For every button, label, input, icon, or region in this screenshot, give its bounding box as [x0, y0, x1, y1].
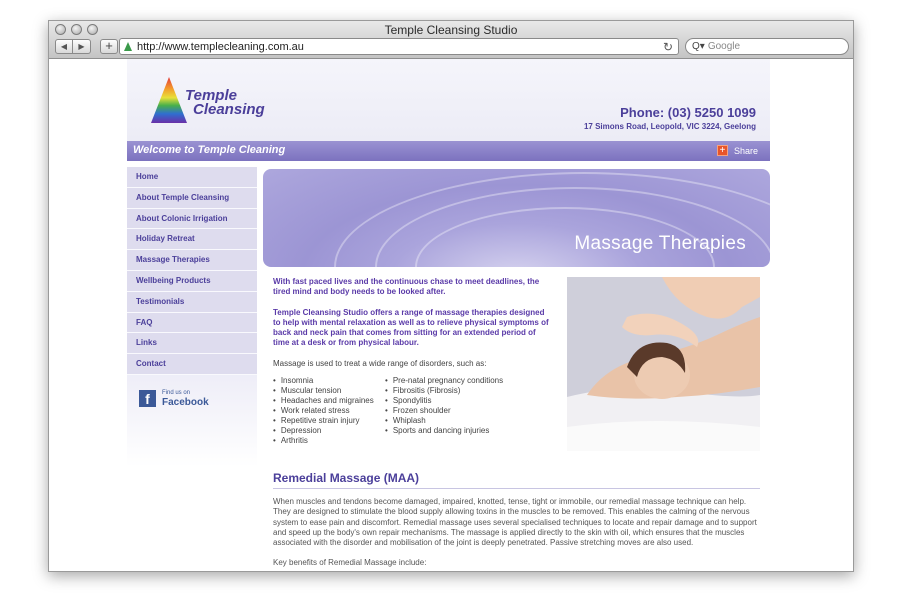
address: 17 Simons Road, Leopold, VIC 3224, Geelong	[583, 122, 756, 131]
list-item: • Work related stress	[273, 406, 385, 416]
key-benefits-text: Key benefits of Remedial Massage include:	[273, 558, 427, 567]
back-button[interactable]	[55, 39, 73, 54]
sidebar-nav	[127, 167, 257, 467]
back-arrow-icon: ◀	[60, 42, 68, 51]
intro-paragraph-2: Temple Cleansing Studio offers a range of massage therapies designed to help with mental relaxation as well as to relieve physical symptoms of back and neck pain that comes from sitting for an extended period of time at a desk or from physical labour.	[273, 308, 549, 347]
list-item: • Frozen shoulder	[385, 406, 503, 416]
logo-text[interactable]	[185, 89, 265, 117]
list-item: • Pre-natal pregnancy conditions	[385, 376, 503, 386]
search-field[interactable]	[685, 38, 849, 55]
forward-arrow-icon: ▶	[78, 42, 85, 51]
list-item: • Muscular tension	[273, 386, 385, 396]
web-viewport	[49, 59, 853, 571]
list-item: • Depression	[273, 426, 385, 436]
sidebar-item-about-colonic-irrigation[interactable]: About Colonic Irrigation	[127, 209, 257, 230]
forward-button[interactable]	[73, 39, 91, 54]
list-item: • Insomnia	[273, 376, 385, 386]
welcome-text: Welcome to Temple Cleaning	[133, 144, 286, 156]
intro-text	[273, 277, 553, 348]
welcome-bar	[127, 141, 770, 161]
massage-photo-illustration	[567, 277, 760, 451]
web-page	[127, 59, 770, 571]
section-divider	[273, 488, 760, 489]
nav-buttons	[55, 39, 91, 54]
sidebar-item-wellbeing-products[interactable]: Wellbeing Products	[127, 271, 257, 292]
list-item: • Whiplash	[385, 416, 503, 426]
phone-number: Phone: (03) 5250 1099	[620, 105, 756, 120]
banner-title: Massage Therapies	[574, 233, 746, 254]
window-title: Temple Cleansing Studio	[384, 23, 518, 37]
massage-photo	[567, 277, 760, 451]
sidebar-item-links[interactable]: Links	[127, 333, 257, 354]
facebook-link[interactable]	[139, 389, 209, 407]
list-item: • Spondylitis	[385, 396, 503, 406]
sidebar-item-contact[interactable]: Contact	[127, 354, 257, 375]
list-item: • Fibrositis (Fibrosis)	[385, 386, 503, 396]
url-text[interactable]: http://www.templecleaning.com.au	[137, 40, 304, 53]
logo-triangle-icon[interactable]	[149, 75, 189, 125]
logo-line-1: Temple	[185, 87, 237, 104]
sidebar-item-holiday-retreat[interactable]: Holiday Retreat	[127, 229, 257, 250]
section-title: Remedial Massage (MAA)	[273, 471, 420, 485]
page-banner	[263, 169, 770, 267]
browser-titlebar	[49, 21, 853, 59]
list-item: • Arthritis	[273, 436, 385, 446]
list-item: • Headaches and migraines	[273, 396, 385, 406]
sidebar-item-faq[interactable]: FAQ	[127, 313, 257, 334]
list-item: • Repetitive strain injury	[273, 416, 385, 426]
facebook-big-text: Facebook	[162, 397, 209, 408]
site-header	[127, 59, 770, 141]
list-item: • Sports and dancing injuries	[385, 426, 503, 436]
disorders-list-2	[385, 376, 503, 446]
share-button[interactable]	[717, 145, 758, 156]
share-plus-icon: +	[717, 145, 728, 156]
site-favicon-icon	[124, 42, 132, 51]
share-label: Share	[733, 145, 758, 156]
browser-window	[48, 20, 854, 572]
disorders-list-1	[273, 376, 385, 446]
intro-paragraph-1: With fast paced lives and the continuous chase to meet deadlines, the tired mind and body needs to be looked after.	[273, 277, 540, 296]
sidebar-item-home[interactable]: Home	[127, 167, 257, 188]
facebook-icon: f	[139, 390, 156, 407]
section-body: When muscles and tendons become damaged, impaired, knotted, tense, tight or immobile, our remedial massage technique can help. They are designed to stimulate the blood supply allowing toxins in the muscles to be removed. This enables the calming of the nervous system to ease pain and discomfort. Remedial massage uses several specialised techniques to locate and repair damage and to support and speed up the body's own repair mechanisms. The massage is applied directly to the skin with oil, which ensures that the muscles associated with the disorder and mobilisation of the joint is deeply penetrated. Passive stretching moves are also used.	[273, 497, 757, 548]
add-bookmark-button[interactable]: +	[100, 39, 118, 54]
search-icon: Q▾	[692, 41, 705, 52]
reload-icon[interactable]: ↻	[662, 40, 673, 54]
facebook-text	[162, 389, 209, 407]
address-bar[interactable]	[119, 38, 679, 55]
logo-line-2: Cleansing	[193, 101, 265, 118]
sidebar-item-massage-therapies[interactable]: Massage Therapies	[127, 250, 257, 271]
treat-intro: Massage is used to treat a wide range of disorders, such as:	[273, 359, 487, 368]
search-placeholder: Google	[707, 41, 741, 52]
facebook-small-text: Find us on	[162, 390, 191, 396]
sidebar-item-testimonials[interactable]: Testimonials	[127, 292, 257, 313]
sidebar-item-about-temple-cleansing[interactable]: About Temple Cleansing	[127, 188, 257, 209]
